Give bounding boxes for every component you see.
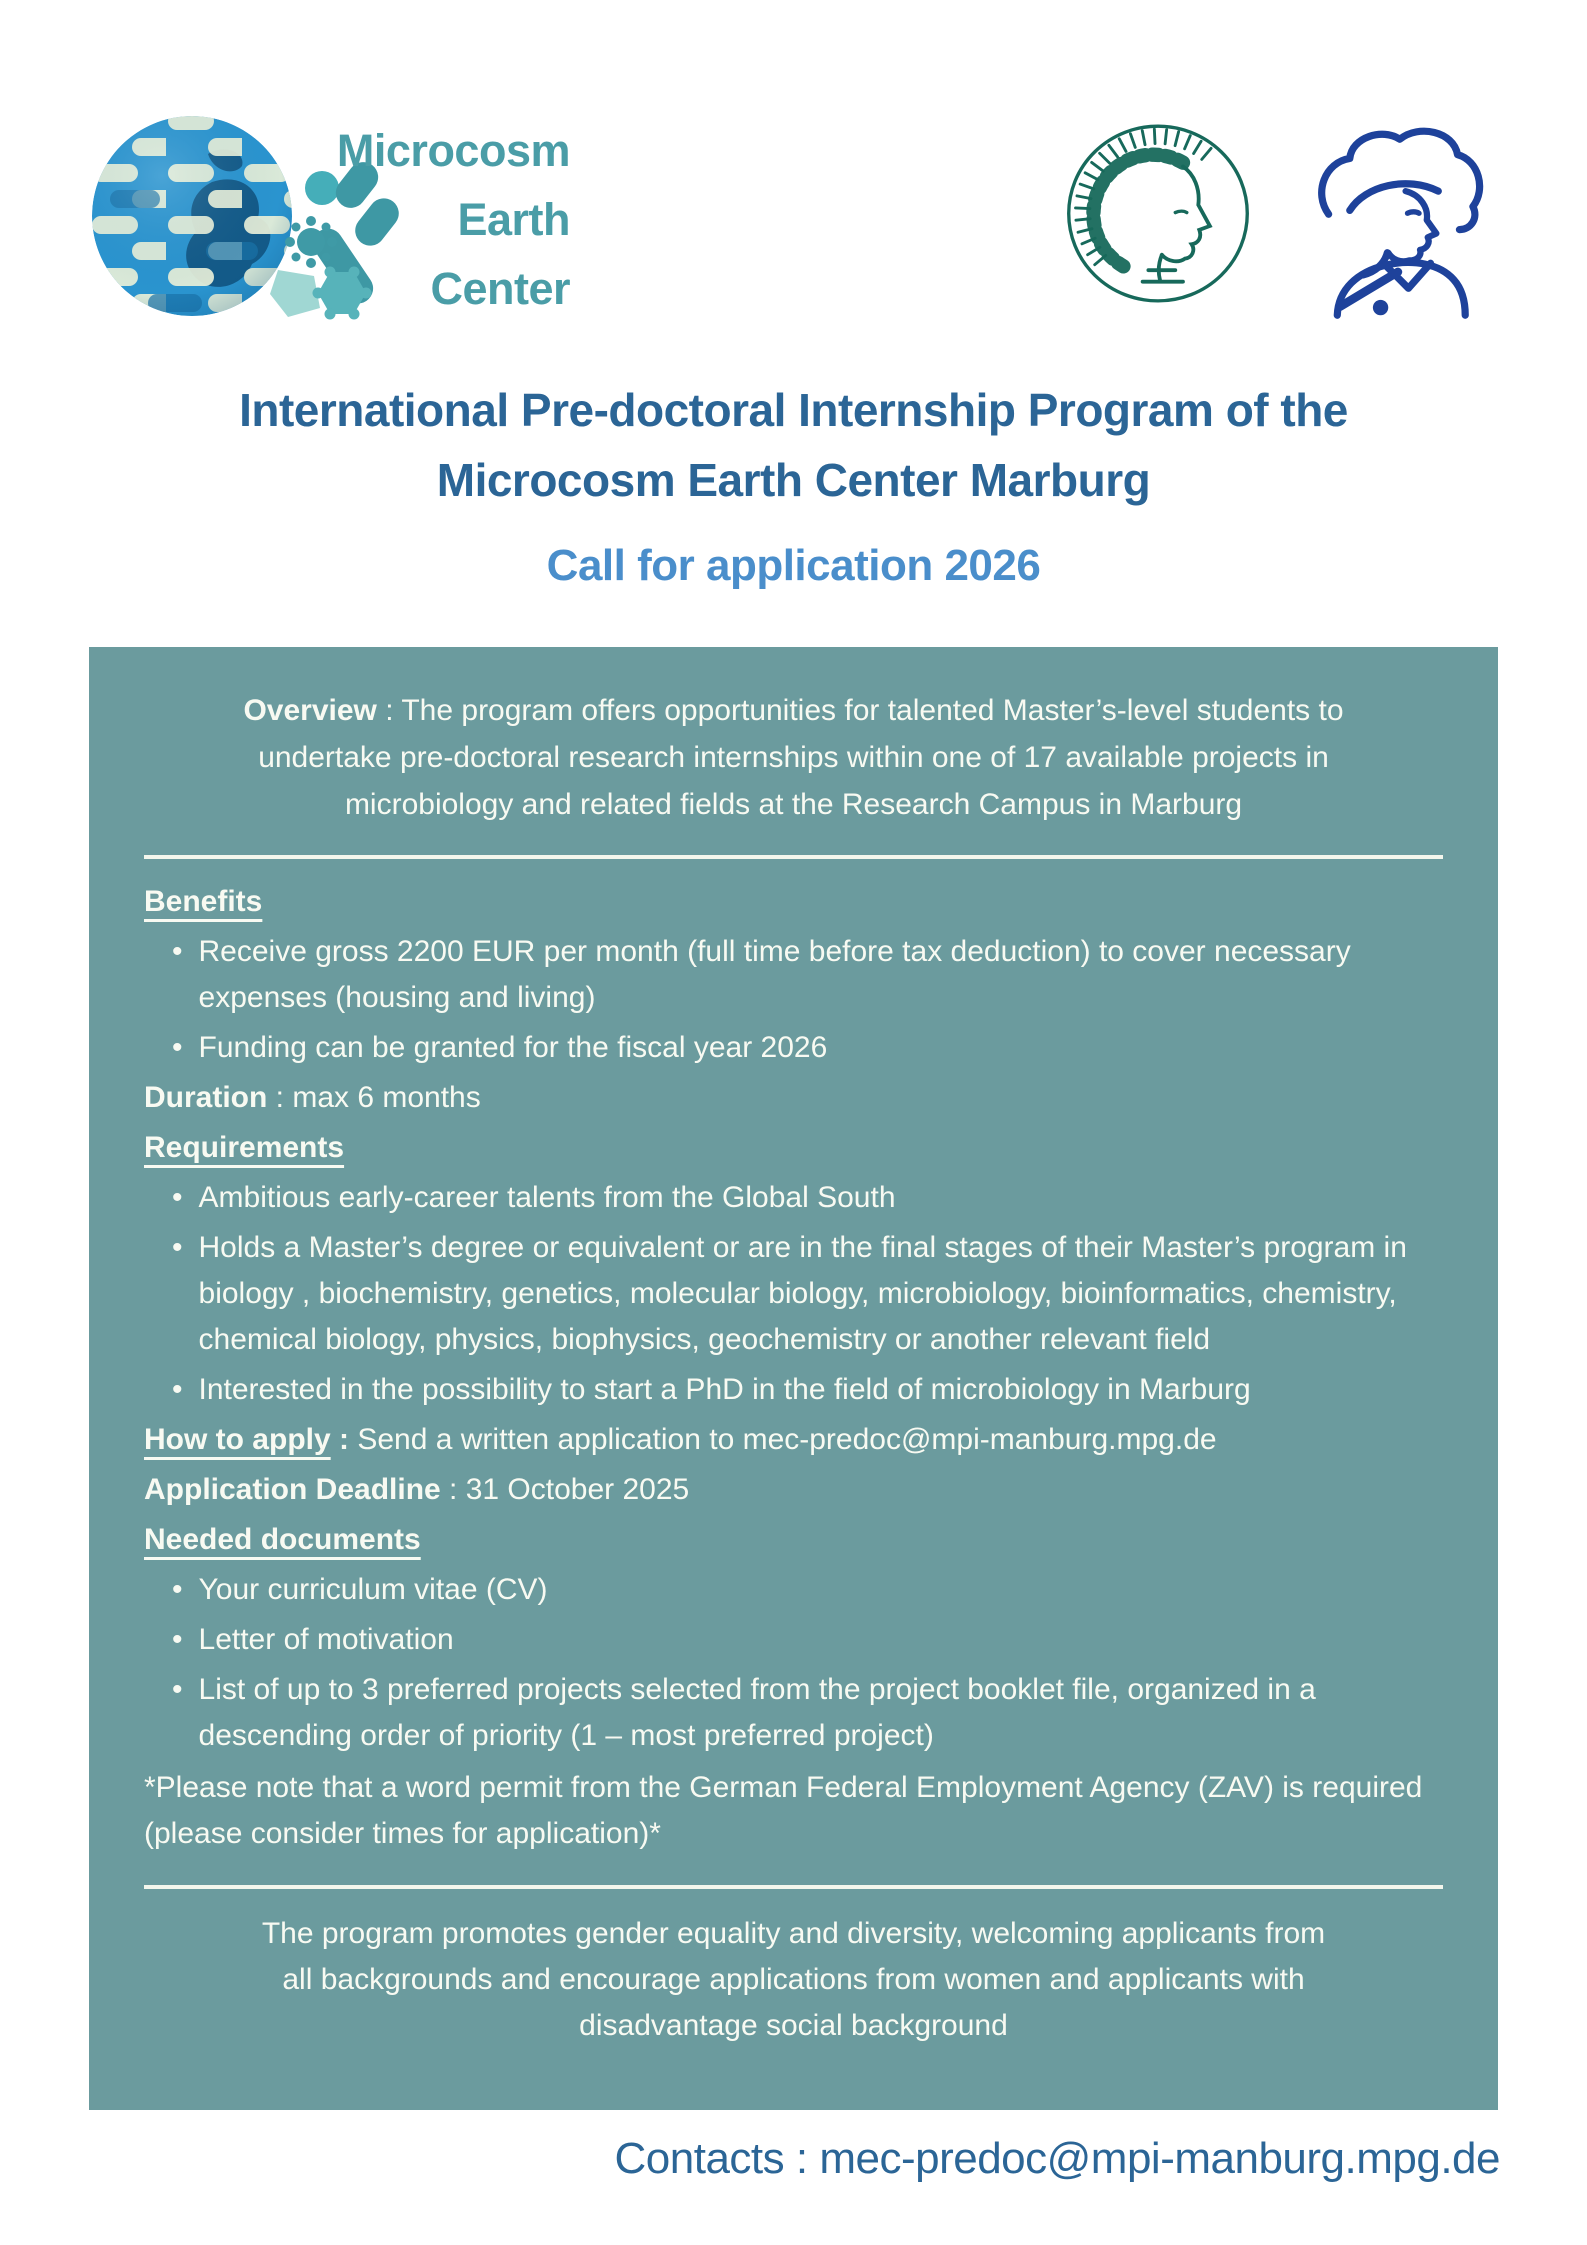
- max-planck-minerva-icon: [1062, 120, 1254, 308]
- list-item: • Receive gross 2200 EUR per month (full time before tax deduction) to cover necessary expenses (housing and living): [144, 929, 1443, 1021]
- list-item: • List of up to 3 preferred projects selected from the project booklet file, organized in a descending order of priority (1 – most preferred project): [144, 1667, 1443, 1759]
- benefits-list: [144, 929, 1443, 1071]
- page-title-line2: Microcosm Earth Center Marburg: [436, 454, 1151, 506]
- how-to-apply-label: How to apply: [144, 1423, 331, 1456]
- overview-label: Overview: [243, 694, 377, 727]
- contacts-label: Contacts :: [614, 2134, 820, 2183]
- overview-paragraph: [199, 687, 1389, 828]
- how-to-apply-text: Send a written application to mec-predoc@mpi-manburg.mpg.de: [357, 1423, 1217, 1456]
- bullet-icon: •: [172, 1031, 183, 1064]
- work-permit-note: *Please note that a word permit from the German Federal Employment Agency (ZAV) is required (please consider times for application)*: [144, 1771, 1423, 1850]
- logo-word-earth: Earth: [457, 194, 570, 245]
- deadline-line: Application Deadline : 31 October 2025: [144, 1473, 690, 1506]
- requirements-heading: Requirements: [144, 1131, 345, 1164]
- logo-word-microcosm: Microcosm: [336, 125, 570, 176]
- needed-documents-list: [144, 1567, 1443, 1759]
- deadline-label: Application Deadline: [144, 1473, 441, 1506]
- bullet-icon: •: [172, 1231, 183, 1264]
- list-item: • Holds a Master’s degree or equivalent or are in the final stages of their Master’s program in biology , biochemistry, genetics, molecular biology, microbiology, bioinformatics, chemistry, chemical biology, physics, biophysics, geochemistry or another relevant field: [144, 1225, 1443, 1363]
- divider-top: [144, 855, 1443, 859]
- bullet-icon: •: [172, 1673, 183, 1706]
- mec-logo: [90, 100, 580, 330]
- mec-logo-wordmark: [300, 116, 570, 323]
- divider-bottom: [144, 1885, 1443, 1889]
- content-box: [89, 647, 1498, 2110]
- page-subtitle: Call for application 2026: [546, 541, 1041, 590]
- list-item: • Ambitious early-career talents from the Global South: [144, 1175, 1443, 1221]
- contacts-email: mec-predoc@mpi-manburg.mpg.de: [819, 2134, 1500, 2183]
- list-item: • Interested in the possibility to start a PhD in the field of microbiology in Marburg: [144, 1367, 1443, 1413]
- bullet-icon: •: [172, 935, 183, 968]
- logo-word-center: Center: [430, 263, 570, 314]
- page-title-line1: International Pre-doctoral Internship Program of the: [239, 384, 1348, 436]
- equality-statement: The program promotes gender equality and diversity, welcoming applicants from all backgrounds and encourage applications from women and applicants with disadvantage social background: [261, 1917, 1326, 2042]
- bullet-icon: •: [172, 1181, 183, 1214]
- overview-text: : The program offers opportunities for talented Master’s-level students to undertake pre-doctoral research internships within one of 17 available projects in microbiology and related fields at the Research Campus in Marburg: [258, 694, 1344, 821]
- bullet-icon: •: [172, 1573, 183, 1606]
- how-to-apply-line: How to apply : Send a written application to mec-predoc@mpi-manburg.mpg.de: [144, 1423, 1217, 1456]
- duration-line: Duration : max 6 months: [144, 1081, 481, 1114]
- duration-label: Duration: [144, 1081, 268, 1114]
- bullet-icon: •: [172, 1373, 183, 1406]
- marburg-philipp-icon: [1294, 118, 1496, 322]
- needed-documents-heading: Needed documents: [144, 1523, 421, 1556]
- benefits-heading: Benefits: [144, 885, 263, 918]
- bullet-icon: •: [172, 1623, 183, 1656]
- list-item: • Your curriculum vitae (CV): [144, 1567, 1443, 1613]
- list-item: • Funding can be granted for the fiscal year 2026: [144, 1025, 1443, 1071]
- list-item: • Letter of motivation: [144, 1617, 1443, 1663]
- requirements-list: [144, 1175, 1443, 1413]
- contacts-line: [615, 2134, 1500, 2184]
